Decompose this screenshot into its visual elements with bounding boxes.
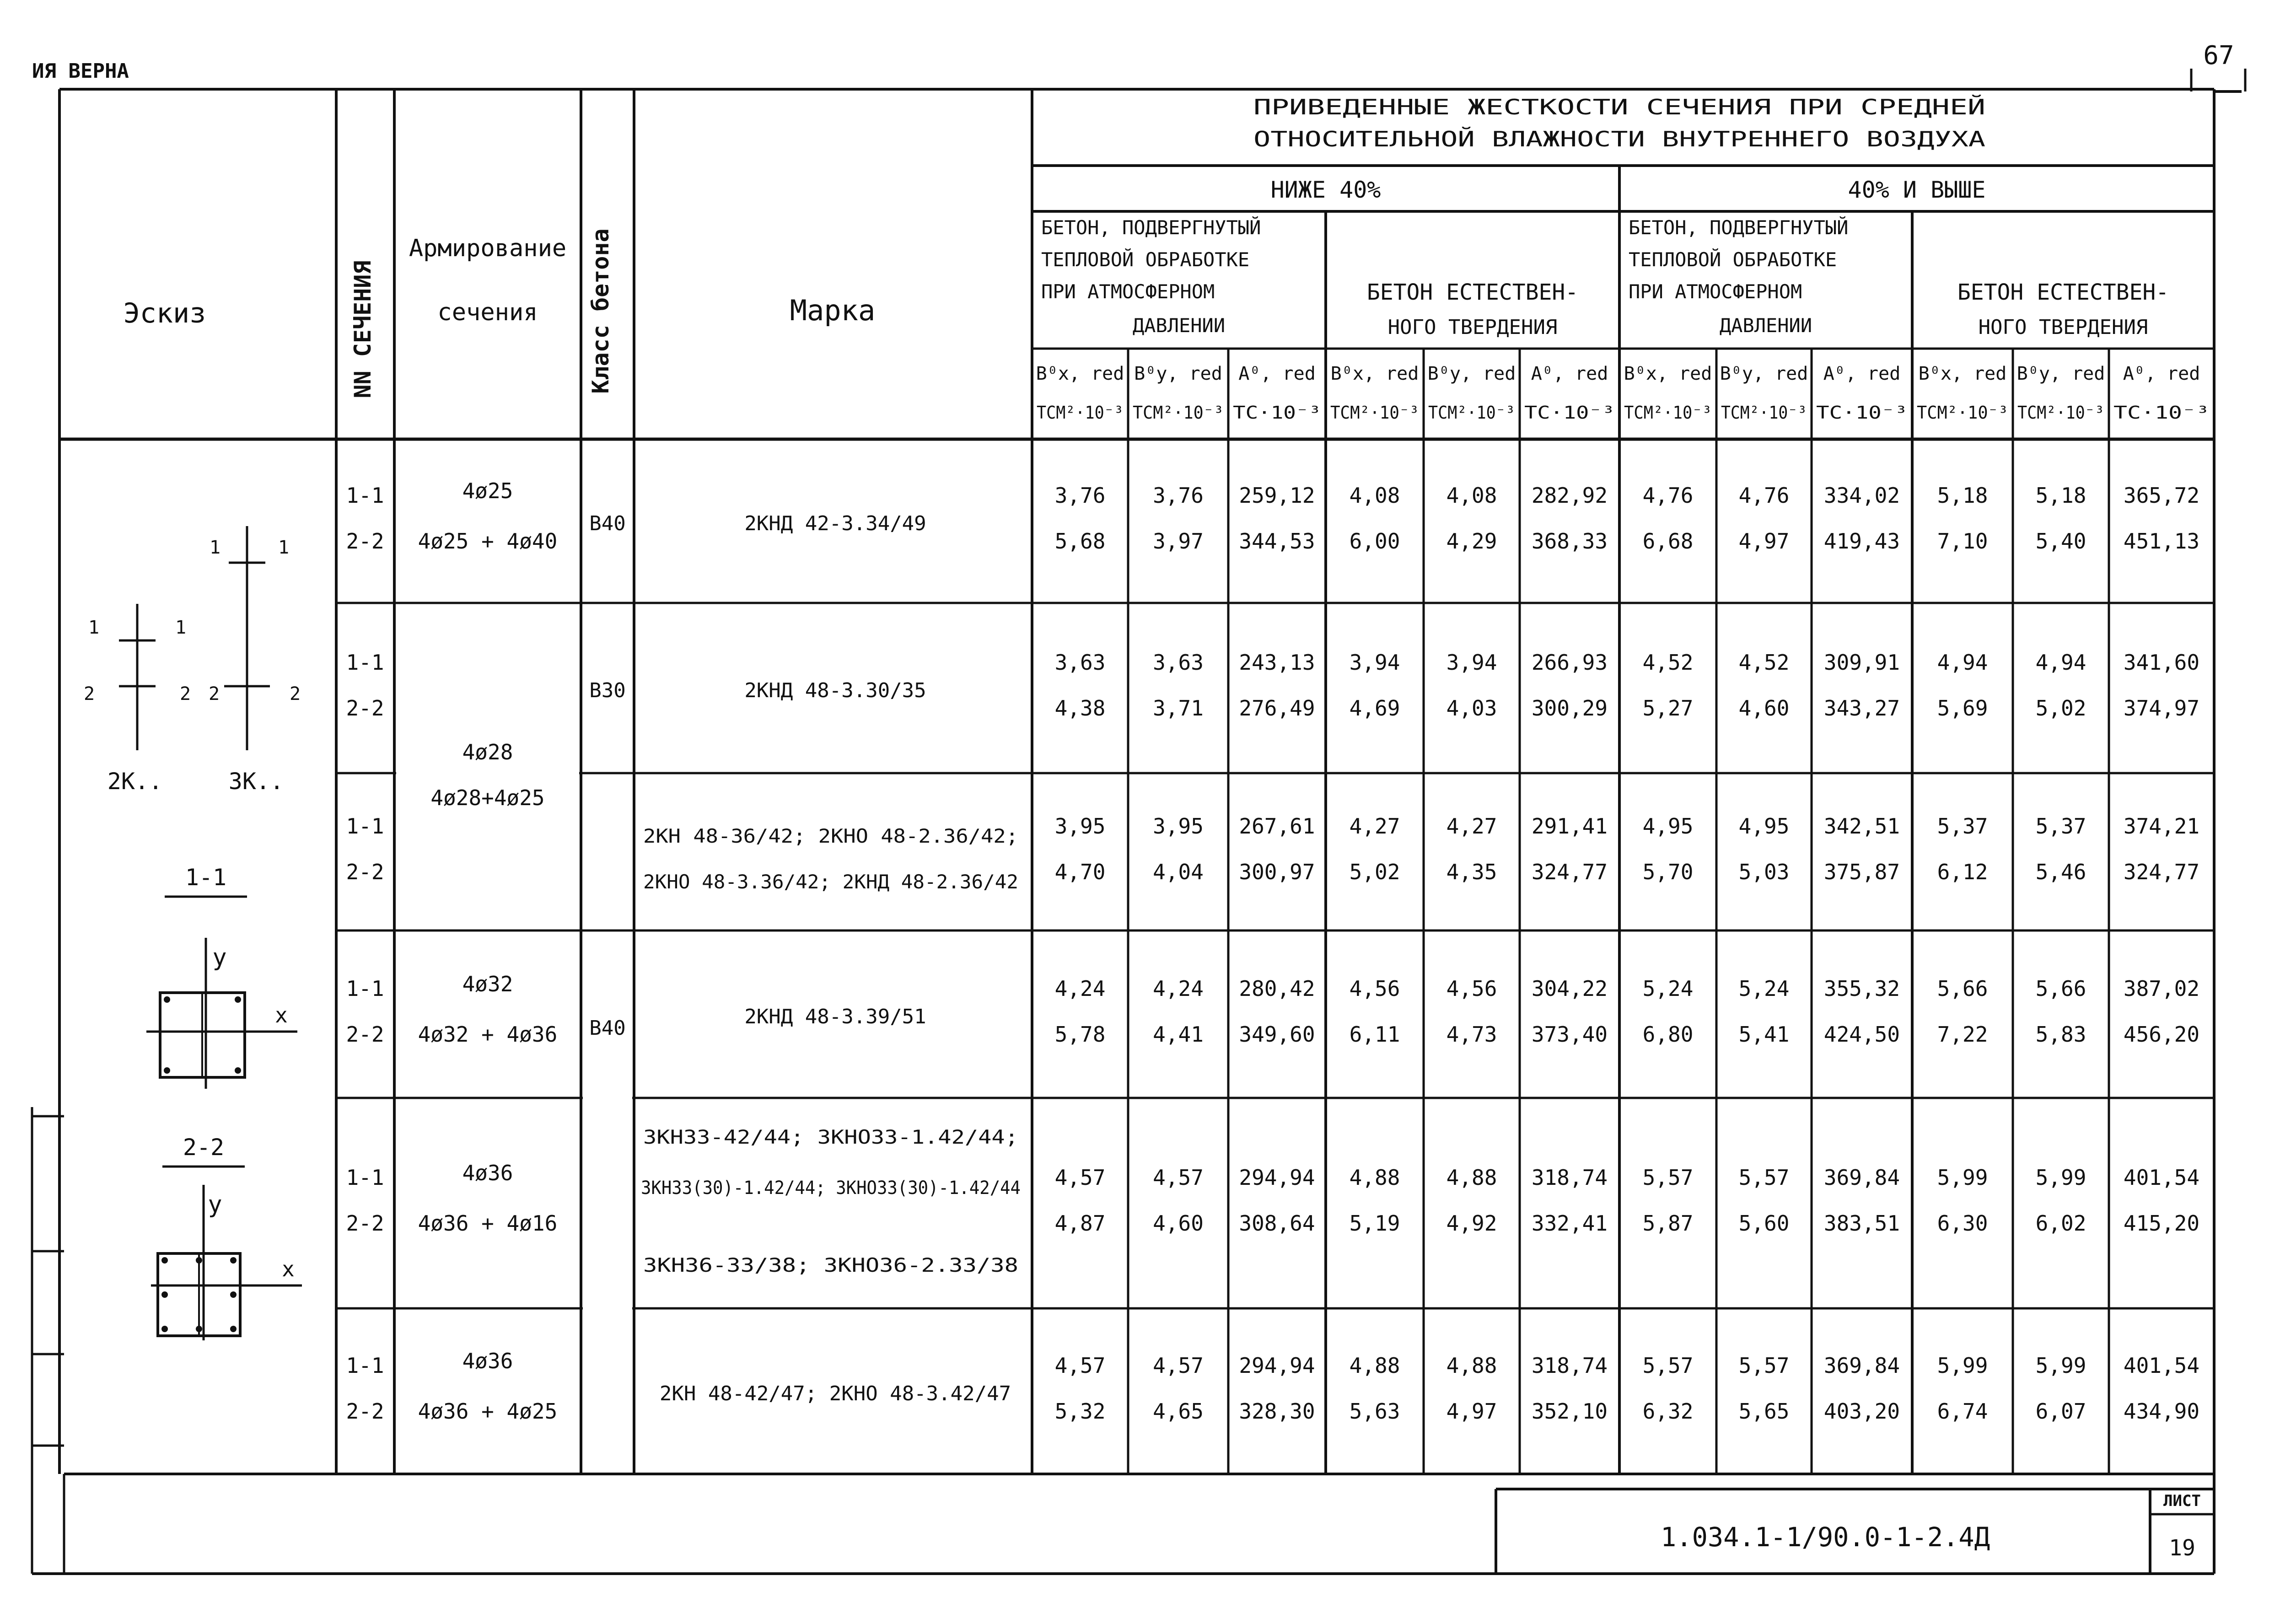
header-stiffness-symbol: A⁰, red bbox=[1823, 363, 1901, 384]
stiffness-value: 401,54 bbox=[2123, 1165, 2200, 1190]
stiffness-value: 304,22 bbox=[1531, 976, 1608, 1001]
stiffness-value: 4,08 bbox=[1446, 483, 1497, 508]
rebar-dot bbox=[161, 1257, 168, 1264]
cut-label: 1 bbox=[209, 537, 221, 558]
sheet-number: 19 bbox=[2169, 1535, 2195, 1561]
header-natural: БЕТОН ЕСТЕСТВЕН- bbox=[1957, 280, 2169, 305]
stiffness-value: 4,03 bbox=[1446, 696, 1497, 721]
stiffness-value: 280,42 bbox=[1239, 976, 1315, 1001]
stiffness-value: 4,69 bbox=[1349, 696, 1400, 721]
cut-label: 2 bbox=[83, 683, 95, 704]
header-heat-treated: ТЕПЛОВОЙ ОБРАБОТКЕ bbox=[1629, 248, 1837, 271]
stiffness-value: 5,78 bbox=[1054, 1022, 1106, 1047]
stiffness-value: 300,97 bbox=[1239, 860, 1315, 884]
stiffness-value: 308,64 bbox=[1239, 1211, 1315, 1236]
rebar-dot bbox=[161, 1326, 168, 1332]
stiffness-value: 6,80 bbox=[1642, 1022, 1694, 1047]
stiffness-value: 352,10 bbox=[1531, 1399, 1608, 1424]
stiffness-value: 3,71 bbox=[1153, 696, 1204, 721]
stiffness-value: 4,38 bbox=[1054, 696, 1106, 721]
concrete-class-text: B40 bbox=[589, 1016, 626, 1040]
stiffness-value: 4,60 bbox=[1738, 696, 1790, 721]
stiffness-value: 4,94 bbox=[1937, 650, 1988, 675]
section-label: 1-1 bbox=[346, 976, 384, 1001]
header-natural: НОГО ТВЕРДЕНИЯ bbox=[1978, 316, 2148, 339]
section-label: 1-1 bbox=[346, 483, 384, 508]
header-natural: БЕТОН ЕСТЕСТВЕН- bbox=[1366, 280, 1579, 305]
stiffness-value: 5,24 bbox=[1642, 976, 1694, 1001]
header-heat-treated: ДАВЛЕНИИ bbox=[1132, 314, 1226, 337]
header-heat-treated: ПРИ АТМОСФЕРНОМ bbox=[1629, 280, 1802, 303]
header-heat-treated: БЕТОН, ПОДВЕРГНУТЫЙ bbox=[1629, 216, 1849, 239]
reinforcement-text: 4ø25 bbox=[462, 479, 513, 503]
stiffness-value: 341,60 bbox=[2123, 650, 2200, 675]
stiffness-value: 5,99 bbox=[2035, 1353, 2086, 1378]
stiffness-value: 5,02 bbox=[1349, 860, 1400, 884]
cut-label: 2 bbox=[179, 683, 191, 704]
stiffness-value: 4,70 bbox=[1054, 860, 1106, 884]
stiffness-value: 3,97 bbox=[1153, 529, 1204, 554]
stiffness-value: 282,92 bbox=[1531, 483, 1608, 508]
stiffness-value: 342,51 bbox=[1823, 814, 1900, 839]
stiffness-value: 6,30 bbox=[1937, 1211, 1988, 1236]
stiffness-value: 5,69 bbox=[1937, 696, 1988, 721]
stiffness-value: 5,83 bbox=[2035, 1022, 2086, 1047]
page-number: 67 bbox=[2203, 41, 2234, 70]
mark-text: 2КН 48-36/42; 2КНО 48-2.36/42; bbox=[643, 825, 1018, 847]
stiffness-value: 4,92 bbox=[1446, 1211, 1497, 1236]
header-sketch: Эскиз bbox=[123, 297, 206, 329]
reinforcement-text: 4ø36 + 4ø25 bbox=[418, 1399, 558, 1424]
header-concrete-class: Класс бетона bbox=[587, 228, 614, 394]
header-stiffness-symbol: B⁰x, red bbox=[1036, 363, 1124, 384]
stiffness-value: 309,91 bbox=[1823, 650, 1900, 675]
stiffness-value: 4,65 bbox=[1153, 1399, 1204, 1424]
stiffness-value: 4,76 bbox=[1738, 483, 1790, 508]
stiffness-value: 5,37 bbox=[2035, 814, 2086, 839]
stiffness-value: 344,53 bbox=[1239, 529, 1315, 554]
stiffness-value: 7,22 bbox=[1937, 1022, 1988, 1047]
mark-text: 2КНД 48-3.39/51 bbox=[744, 1005, 926, 1028]
header-section-no: NN СЕЧЕНИЯ bbox=[350, 260, 376, 398]
stiffness-value: 324,77 bbox=[2123, 860, 2200, 884]
mark-text: 2КНД 42-3.34/49 bbox=[744, 512, 926, 535]
stiffness-value: 374,21 bbox=[2123, 814, 2200, 839]
rebar-dot bbox=[235, 1067, 241, 1074]
header-stiffness-unit: ТСМ²·10⁻³ bbox=[1917, 403, 2008, 423]
stiffness-value: 276,49 bbox=[1239, 696, 1315, 721]
header-stiffness: ПРИВЕДЕННЫЕ ЖЕСТКОСТИ СЕЧЕНИЯ ПРИ СРЕДНЕЙ bbox=[1253, 95, 1985, 119]
stiffness-value: 267,61 bbox=[1239, 814, 1315, 839]
rebar-dot bbox=[164, 996, 170, 1003]
stiffness-value: 4,27 bbox=[1446, 814, 1497, 839]
stiffness-value: 4,57 bbox=[1054, 1353, 1106, 1378]
stiffness-value: 4,52 bbox=[1642, 650, 1694, 675]
header-stiffness-unit: ТСМ²·10⁻³ bbox=[2017, 403, 2104, 423]
header-stiffness-symbol: B⁰x, red bbox=[1918, 363, 2007, 384]
stiffness-value: 334,02 bbox=[1823, 483, 1900, 508]
stiffness-value: 3,63 bbox=[1153, 650, 1204, 675]
section-label: 2-2 bbox=[346, 529, 384, 554]
stiffness-value: 318,74 bbox=[1531, 1353, 1608, 1378]
stiffness-value: 4,56 bbox=[1349, 976, 1400, 1001]
stiffness-value: 4,88 bbox=[1446, 1165, 1497, 1190]
header-stiffness-unit: ТСМ²·10⁻³ bbox=[1428, 403, 1515, 423]
document-code: 1.034.1-1/90.0-1-2.4Д bbox=[1661, 1522, 1990, 1553]
stiffness-value: 4,88 bbox=[1349, 1353, 1400, 1378]
stiffness-value: 374,97 bbox=[2123, 696, 2200, 721]
mark-text: 2КНД 48-3.30/35 bbox=[744, 679, 926, 702]
stiffness-value: 4,24 bbox=[1153, 976, 1204, 1001]
stiffness-value: 415,20 bbox=[2123, 1211, 2200, 1236]
axis-label: x bbox=[282, 1257, 295, 1281]
stiffness-value: 6,02 bbox=[2035, 1211, 2086, 1236]
reinforcement-text: 4ø25 + 4ø40 bbox=[418, 529, 558, 554]
stiffness-value: 318,74 bbox=[1531, 1165, 1608, 1190]
stiffness-value: 369,84 bbox=[1823, 1165, 1900, 1190]
header-stiffness-unit: ТС·10⁻³ bbox=[1524, 403, 1615, 423]
stiffness-value: 328,30 bbox=[1239, 1399, 1315, 1424]
header-below40: НИЖЕ 40% bbox=[1270, 177, 1381, 203]
stiffness-value: 4,95 bbox=[1642, 814, 1694, 839]
cut-label: 2 bbox=[208, 683, 220, 704]
stiffness-value: 4,57 bbox=[1054, 1165, 1106, 1190]
stiffness-value: 4,56 bbox=[1446, 976, 1497, 1001]
stiffness-value: 294,94 bbox=[1239, 1353, 1315, 1378]
stiffness-value: 243,13 bbox=[1239, 650, 1315, 675]
stiffness-value: 3,94 bbox=[1349, 650, 1400, 675]
stiffness-value: 5,37 bbox=[1937, 814, 1988, 839]
reinforcement-text: 4ø36 bbox=[462, 1161, 513, 1185]
stiffness-value: 5,57 bbox=[1738, 1353, 1790, 1378]
stiffness-value: 387,02 bbox=[2123, 976, 2200, 1001]
stiffness-value: 291,41 bbox=[1531, 814, 1608, 839]
stiffness-value: 4,29 bbox=[1446, 529, 1497, 554]
header-stiffness-unit: ТС·10⁻³ bbox=[2113, 403, 2210, 423]
header-stiffness: ОТНОСИТЕЛЬНОЙ ВЛАЖНОСТИ ВНУТРЕННЕГО ВОЗДУХА bbox=[1253, 127, 1985, 151]
header-stiffness-unit: ТСМ²·10⁻³ bbox=[1133, 403, 1224, 423]
rebar-dot bbox=[196, 1326, 202, 1332]
stiffness-value: 4,60 bbox=[1153, 1211, 1204, 1236]
section-label: 2-2 bbox=[346, 860, 384, 884]
section-title: 2-2 bbox=[183, 1134, 225, 1161]
header-stiffness-symbol: A⁰, red bbox=[2123, 363, 2200, 384]
section-label: 2-2 bbox=[346, 1399, 384, 1424]
stiffness-value: 3,63 bbox=[1054, 650, 1106, 675]
rebar-dot bbox=[164, 1067, 170, 1074]
cut-label: 1 bbox=[278, 537, 290, 558]
stiffness-value: 5,65 bbox=[1738, 1399, 1790, 1424]
reinforcement-text: 4ø32 bbox=[462, 972, 513, 996]
rebar-dot bbox=[230, 1257, 237, 1264]
stiffness-value: 6,74 bbox=[1937, 1399, 1988, 1424]
stiffness-value: 5,18 bbox=[1937, 483, 1988, 508]
header-reinforcement: Армирование bbox=[409, 235, 567, 262]
column-type-label: 2К.. bbox=[107, 768, 163, 795]
header-stiffness-symbol: B⁰y, red bbox=[2017, 363, 2105, 384]
mark-text: 2КН 48-42/47; 2КНО 48-3.42/47 bbox=[659, 1382, 1011, 1405]
stiffness-value: 4,08 bbox=[1349, 483, 1400, 508]
section-label: 1-1 bbox=[346, 1165, 384, 1190]
reinforcement-text: 4ø32 + 4ø36 bbox=[418, 1022, 558, 1047]
stiffness-value: 343,27 bbox=[1823, 696, 1900, 721]
stiffness-value: 7,10 bbox=[1937, 529, 1988, 554]
stiffness-value: 332,41 bbox=[1531, 1211, 1608, 1236]
stiffness-value: 6,11 bbox=[1349, 1022, 1400, 1047]
header-stiffness-symbol: A⁰, red bbox=[1531, 363, 1608, 384]
stiffness-value: 4,76 bbox=[1642, 483, 1694, 508]
stiffness-value: 375,87 bbox=[1823, 860, 1900, 884]
stiffness-value: 4,24 bbox=[1054, 976, 1106, 1001]
stiffness-value: 3,95 bbox=[1153, 814, 1204, 839]
header-heat-treated: ТЕПЛОВОЙ ОБРАБОТКЕ bbox=[1041, 248, 1250, 271]
stiffness-value: 5,18 bbox=[2035, 483, 2086, 508]
stiffness-value: 369,84 bbox=[1823, 1353, 1900, 1378]
header-stiffness-unit: ТСМ²·10⁻³ bbox=[1330, 403, 1419, 423]
stiffness-value: 4,73 bbox=[1446, 1022, 1497, 1047]
stiffness-value: 5,87 bbox=[1642, 1211, 1694, 1236]
header-stiffness-unit: ТС·10⁻³ bbox=[1233, 403, 1321, 423]
header-mark: Марка bbox=[790, 294, 876, 327]
stiffness-value: 373,40 bbox=[1531, 1022, 1608, 1047]
stiffness-value: 5,99 bbox=[1937, 1353, 1988, 1378]
header-stiffness-unit: ТС·10⁻³ bbox=[1816, 403, 1908, 423]
stiffness-value: 3,94 bbox=[1446, 650, 1497, 675]
header-heat-treated: ДАВЛЕНИИ bbox=[1719, 314, 1812, 337]
rebar-dot bbox=[161, 1291, 168, 1298]
stiffness-value: 383,51 bbox=[1823, 1211, 1900, 1236]
reinforcement-text: 4ø36 + 4ø16 bbox=[418, 1211, 558, 1236]
stiffness-value: 4,97 bbox=[1738, 529, 1790, 554]
section-label: 1-1 bbox=[346, 814, 384, 839]
stiffness-value: 365,72 bbox=[2123, 483, 2200, 508]
stiffness-value: 4,57 bbox=[1153, 1353, 1204, 1378]
stiffness-value: 5,70 bbox=[1642, 860, 1694, 884]
stiffness-value: 266,93 bbox=[1531, 650, 1608, 675]
axis-label: y bbox=[208, 1191, 222, 1218]
stiffness-value: 5,66 bbox=[1937, 976, 1988, 1001]
stiffness-value: 451,13 bbox=[2123, 529, 2200, 554]
section-title: 1-1 bbox=[185, 864, 227, 891]
stiffness-value: 5,99 bbox=[1937, 1165, 1988, 1190]
section-label: 1-1 bbox=[346, 650, 384, 675]
stiffness-value: 5,99 bbox=[2035, 1165, 2086, 1190]
stiffness-value: 424,50 bbox=[1823, 1022, 1900, 1047]
stiffness-value: 5,68 bbox=[1054, 529, 1106, 554]
stiffness-value: 5,66 bbox=[2035, 976, 2086, 1001]
stiffness-value: 4,27 bbox=[1349, 814, 1400, 839]
corner-note: ИЯ ВЕРНА bbox=[32, 59, 129, 83]
stiffness-value: 4,52 bbox=[1738, 650, 1790, 675]
stiffness-value: 5,46 bbox=[2035, 860, 2086, 884]
axis-label: x bbox=[275, 1003, 288, 1027]
stiffness-value: 5,02 bbox=[2035, 696, 2086, 721]
stiffness-value: 3,95 bbox=[1054, 814, 1106, 839]
header-stiffness-symbol: B⁰x, red bbox=[1624, 363, 1712, 384]
stiffness-value: 5,57 bbox=[1642, 1353, 1694, 1378]
header-stiffness-symbol: B⁰y, red bbox=[1720, 363, 1808, 384]
column-type-label: 3К.. bbox=[228, 768, 284, 795]
header-stiffness-symbol: B⁰y, red bbox=[1134, 363, 1222, 384]
cut-label: 2 bbox=[289, 683, 301, 704]
stiffness-value: 6,07 bbox=[2035, 1399, 2086, 1424]
header-reinforcement: сечения bbox=[437, 299, 538, 326]
section-label: 2-2 bbox=[346, 1022, 384, 1047]
stiffness-value: 5,57 bbox=[1642, 1165, 1694, 1190]
header-stiffness-unit: ТСМ²·10⁻³ bbox=[1037, 403, 1124, 423]
stiffness-value: 4,35 bbox=[1446, 860, 1497, 884]
stiffness-value: 4,41 bbox=[1153, 1022, 1204, 1047]
stiffness-value: 5,63 bbox=[1349, 1399, 1400, 1424]
stiffness-value: 6,12 bbox=[1937, 860, 1988, 884]
stiffness-value: 5,03 bbox=[1738, 860, 1790, 884]
stiffness-value: 434,90 bbox=[2123, 1399, 2200, 1424]
mark-text: 2КНО 48-3.36/42; 2КНД 48-2.36/42 bbox=[643, 871, 1018, 893]
header-heat-treated: ПРИ АТМОСФЕРНОМ bbox=[1041, 280, 1215, 303]
stiffness-value: 5,27 bbox=[1642, 696, 1694, 721]
concrete-class-text: B30 bbox=[589, 679, 626, 702]
header-natural: НОГО ТВЕРДЕНИЯ bbox=[1387, 316, 1558, 339]
header-stiffness-symbol: A⁰, red bbox=[1238, 363, 1316, 384]
stiffness-value: 4,88 bbox=[1349, 1165, 1400, 1190]
reinforcement-text: 4ø28+4ø25 bbox=[430, 785, 545, 810]
header-stiffness-unit: ТСМ²·10⁻³ bbox=[1721, 403, 1807, 423]
header-heat-treated: БЕТОН, ПОДВЕРГНУТЫЙ bbox=[1041, 216, 1261, 239]
stiffness-value: 4,95 bbox=[1738, 814, 1790, 839]
stiffness-value: 5,24 bbox=[1738, 976, 1790, 1001]
stiffness-value: 4,87 bbox=[1054, 1211, 1106, 1236]
stiffness-value: 259,12 bbox=[1239, 483, 1315, 508]
stiffness-value: 6,32 bbox=[1642, 1399, 1694, 1424]
rebar-dot bbox=[230, 1291, 237, 1298]
stiffness-value: 368,33 bbox=[1531, 529, 1608, 554]
stiffness-value: 5,40 bbox=[2035, 529, 2086, 554]
stiffness-value: 456,20 bbox=[2123, 1022, 2200, 1047]
section-label: 2-2 bbox=[346, 696, 384, 721]
cut-label: 1 bbox=[88, 617, 100, 638]
mark-text: 3КН33-42/44; 3КНО33-1.42/44; bbox=[643, 1126, 1018, 1148]
stiffness-value: 5,32 bbox=[1054, 1399, 1106, 1424]
rebar-dot bbox=[230, 1326, 237, 1332]
header-stiffness-symbol: B⁰x, red bbox=[1330, 363, 1419, 384]
stiffness-value: 3,76 bbox=[1153, 483, 1204, 508]
stiffness-value: 403,20 bbox=[1823, 1399, 1900, 1424]
header-above40: 40% И ВЫШЕ bbox=[1848, 177, 1986, 203]
section-label: 1-1 bbox=[346, 1353, 384, 1378]
stiffness-value: 4,57 bbox=[1153, 1165, 1204, 1190]
reinforcement-text: 4ø36 bbox=[462, 1349, 513, 1373]
stiffness-value: 4,04 bbox=[1153, 860, 1204, 884]
stiffness-value: 4,97 bbox=[1446, 1399, 1497, 1424]
mark-text: 3КН33(30)-1.42/44; 3КНО33(30)-1.42/44 bbox=[641, 1178, 1021, 1199]
axis-label: y bbox=[212, 944, 227, 971]
concrete-class-text: B40 bbox=[589, 512, 626, 535]
stiffness-value: 349,60 bbox=[1239, 1022, 1315, 1047]
reinforcement-text: 4ø28 bbox=[462, 740, 513, 764]
stiffness-value: 419,43 bbox=[1823, 529, 1900, 554]
header-stiffness-symbol: B⁰y, red bbox=[1427, 363, 1516, 384]
stiffness-value: 3,76 bbox=[1054, 483, 1106, 508]
header-stiffness-unit: ТСМ²·10⁻³ bbox=[1624, 403, 1712, 423]
mark-text: 3КН36-33/38; 3КНО36-2.33/38 bbox=[643, 1254, 1018, 1276]
stiffness-value: 6,68 bbox=[1642, 529, 1694, 554]
stiffness-value: 401,54 bbox=[2123, 1353, 2200, 1378]
stiffness-value: 300,29 bbox=[1531, 696, 1608, 721]
stiffness-value: 294,94 bbox=[1239, 1165, 1315, 1190]
stiffness-value: 6,00 bbox=[1349, 529, 1400, 554]
section-label: 2-2 bbox=[346, 1211, 384, 1236]
rebar-dot bbox=[235, 996, 241, 1003]
stiffness-value: 324,77 bbox=[1531, 860, 1608, 884]
cut-label: 1 bbox=[175, 617, 187, 638]
rebar-dot bbox=[196, 1257, 202, 1264]
stiffness-value: 5,57 bbox=[1738, 1165, 1790, 1190]
stiffness-value: 4,88 bbox=[1446, 1353, 1497, 1378]
stiffness-value: 4,94 bbox=[2035, 650, 2086, 675]
stiffness-value: 5,19 bbox=[1349, 1211, 1400, 1236]
sheet-label: ЛИСТ bbox=[2163, 1492, 2201, 1510]
stiffness-value: 355,32 bbox=[1823, 976, 1900, 1001]
stiffness-value: 5,60 bbox=[1738, 1211, 1790, 1236]
stiffness-value: 5,41 bbox=[1738, 1022, 1790, 1047]
